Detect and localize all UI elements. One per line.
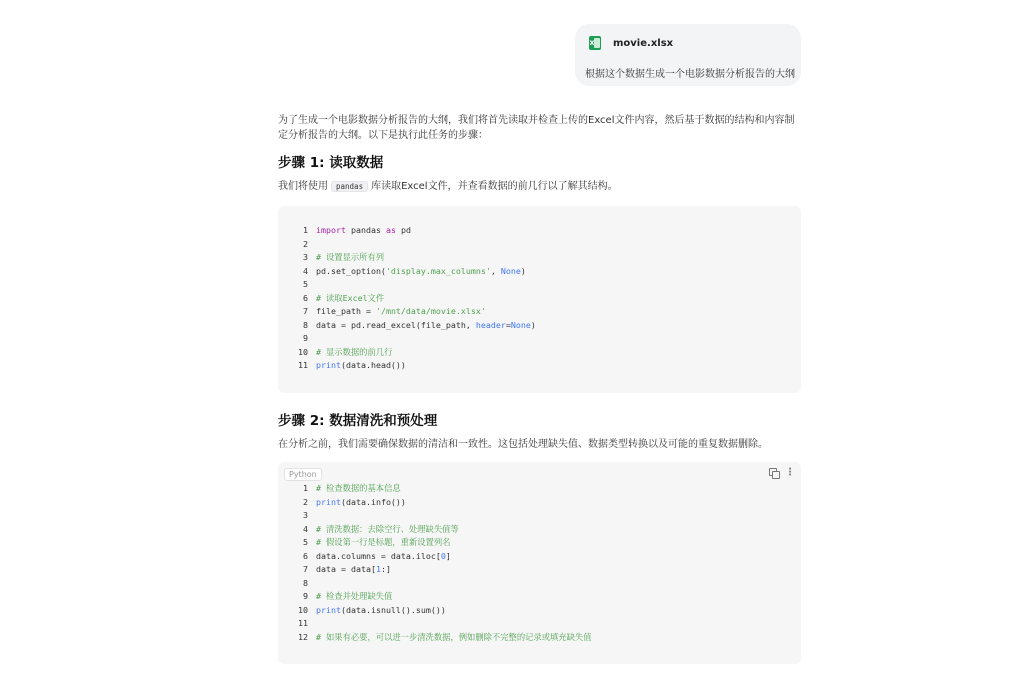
line-number: 3 [303, 252, 308, 262]
line-number: 11 [298, 360, 308, 370]
step1-description [278, 177, 802, 192]
line-number: 6 [303, 292, 308, 303]
line-number: 2 [303, 496, 308, 507]
code-text: # 读取Excel文件 [316, 292, 385, 303]
code-text: import pandas as pd [316, 225, 411, 235]
code-line [278, 251, 536, 265]
code-line [278, 604, 592, 618]
code-line [278, 563, 592, 577]
user-message-text: 根据这个数据生成一个电影数据分析报告的大纲 [585, 69, 795, 80]
step1-desc-before: 我们将使用 [278, 181, 328, 192]
step1-heading: 步骤 1: 读取数据 [278, 155, 384, 171]
user-message-bubble [575, 24, 801, 86]
code-line [278, 631, 592, 645]
code-text: data = data[1:] [316, 564, 391, 574]
line-number: 3 [303, 510, 308, 520]
more-icon[interactable]: ⋮ [785, 467, 795, 478]
code-text: # 显示数据的前几行 [316, 346, 393, 357]
code-text: file_path = '/mnt/data/movie.xlsx' [316, 306, 486, 316]
code-line [278, 617, 592, 631]
code-line [278, 482, 592, 496]
line-number: 11 [298, 618, 308, 628]
code-lines-2 [278, 482, 592, 644]
line-number: 8 [303, 577, 308, 588]
code-line [278, 550, 592, 564]
line-number: 8 [303, 319, 308, 330]
code-text: # 假设第一行是标题，重新设置列名 [316, 537, 451, 547]
code-line [278, 305, 536, 319]
code-actions [769, 468, 795, 478]
code-text: # 如果有必要，可以进一步清洗数据，例如删除不完整的记录或填充缺失值 [316, 631, 592, 642]
code-line [278, 509, 592, 523]
code-text: data = pd.read_excel(file_path, header=None) [316, 319, 536, 330]
line-number: 5 [303, 279, 308, 289]
excel-file-icon [589, 36, 601, 50]
answer-intro: 为了生成一个电影数据分析报告的大纲，我们将首先读取并检查上传的Excel文件内容，然后基于数据的结构和内容制定分析报告的大纲。以下是执行此任务的步骤： [278, 115, 795, 141]
attached-file-chip[interactable] [589, 36, 673, 50]
line-number: 4 [303, 265, 308, 276]
code-line [278, 292, 536, 306]
code-text: # 检查数据的基本信息 [316, 483, 401, 493]
attached-file-name: movie.xlsx [613, 37, 674, 49]
line-number: 7 [303, 564, 308, 574]
code-text: # 设置显示所有列 [316, 252, 385, 262]
code-text: # 检查并处理缺失值 [316, 591, 393, 601]
code-line [278, 590, 592, 604]
code-lines-1 [278, 224, 536, 373]
line-number: 5 [303, 537, 308, 547]
code-line [278, 523, 592, 537]
line-number: 1 [303, 483, 308, 493]
line-number: 1 [303, 225, 308, 235]
line-number: 10 [298, 604, 308, 615]
code-line [278, 319, 536, 333]
code-line [278, 238, 536, 252]
code-line [278, 496, 592, 510]
code-block-clean-data [278, 462, 801, 664]
code-line [278, 577, 592, 591]
code-line [278, 224, 536, 238]
code-text: print(data.isnull().sum()) [316, 604, 446, 615]
line-number: 7 [303, 306, 308, 316]
line-number: 2 [303, 238, 308, 249]
code-block-read-data [278, 206, 801, 393]
code-text: print(data.info()) [316, 496, 406, 507]
code-line [278, 359, 536, 373]
code-text: print(data.head()) [316, 360, 406, 370]
copy-icon[interactable] [769, 468, 779, 478]
step2-heading: 步骤 2: 数据清洗和预处理 [278, 413, 438, 429]
code-line [278, 278, 536, 292]
line-number: 10 [298, 346, 308, 357]
line-number: 4 [303, 523, 308, 534]
step2-description: 在分析之前，我们需要确保数据的清洁和一致性。这包括处理缺失值、数据类型转换以及可能的重复数据删除。 [278, 439, 768, 450]
code-line [278, 346, 536, 360]
code-line [278, 332, 536, 346]
code-line [278, 536, 592, 550]
step1-desc-after: 库读取Excel文件，并查看数据的前几行以了解其结构。 [371, 181, 618, 192]
inline-code-pandas: pandas [331, 181, 368, 192]
line-number: 9 [303, 333, 308, 343]
line-number: 6 [303, 550, 308, 561]
code-text: # 清洗数据：去除空行、处理缺失值等 [316, 523, 459, 534]
code-language-tag: Python [284, 468, 322, 481]
code-line [278, 265, 536, 279]
line-number: 12 [298, 631, 308, 642]
line-number: 9 [303, 591, 308, 601]
code-text: data.columns = data.iloc[0] [316, 550, 451, 561]
code-text: pd.set_option('display.max_columns', None) [316, 265, 526, 276]
